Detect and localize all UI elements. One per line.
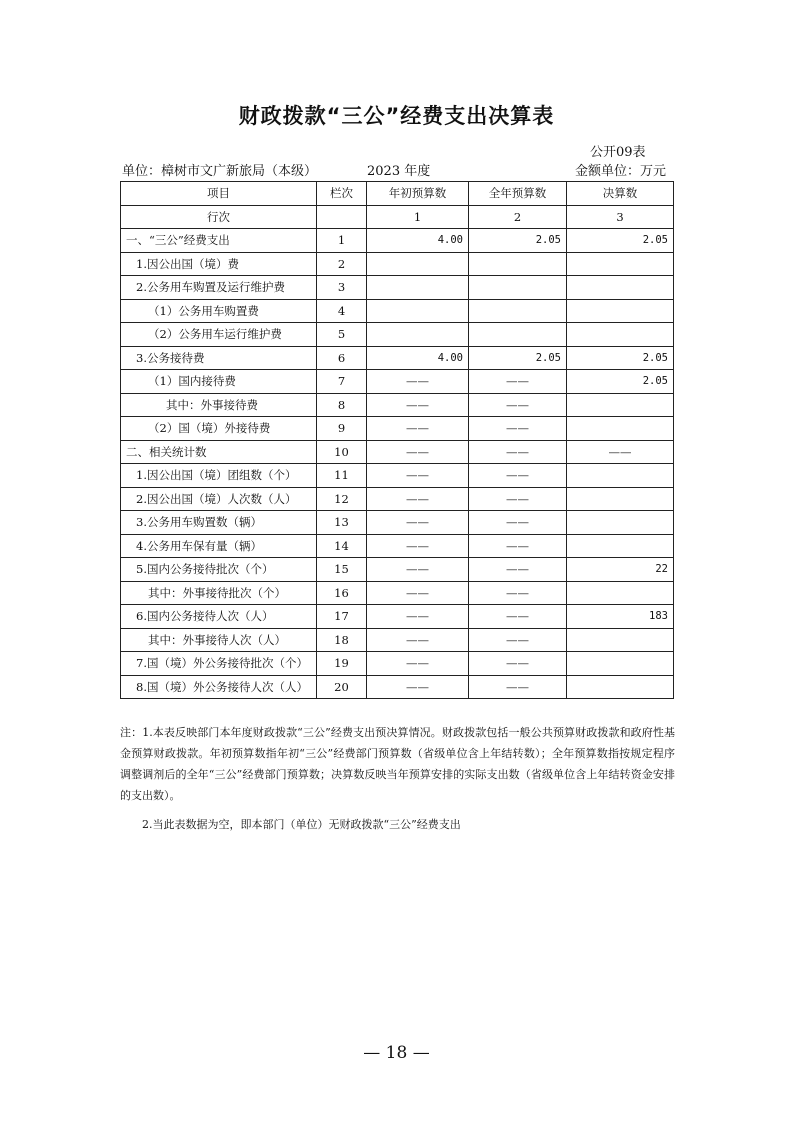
row-full-year-budget: —— xyxy=(469,534,567,558)
header-item: 项目 xyxy=(121,182,317,206)
row-final-account xyxy=(567,323,674,347)
table-row xyxy=(121,464,674,488)
row-full-year-budget: —— xyxy=(469,440,567,464)
table-index-row xyxy=(121,205,674,229)
three-public-expenses-table xyxy=(120,181,674,699)
row-final-account: 183 xyxy=(567,605,674,629)
table-row xyxy=(121,534,674,558)
row-initial-budget xyxy=(367,299,469,323)
header-full-year-budget: 全年预算数 xyxy=(469,182,567,206)
row-line-number: 15 xyxy=(317,558,367,582)
row-initial-budget xyxy=(367,252,469,276)
row-final-account xyxy=(567,534,674,558)
row-full-year-budget xyxy=(469,276,567,300)
row-initial-budget: —— xyxy=(367,605,469,629)
row-initial-budget: —— xyxy=(367,417,469,441)
row-final-account xyxy=(567,581,674,605)
row-initial-budget: —— xyxy=(367,440,469,464)
row-full-year-budget: —— xyxy=(469,628,567,652)
row-full-year-budget: —— xyxy=(469,511,567,535)
row-full-year-budget: —— xyxy=(469,370,567,394)
row-full-year-budget: —— xyxy=(469,652,567,676)
row-initial-budget: —— xyxy=(367,464,469,488)
row-initial-budget: 4.00 xyxy=(367,346,469,370)
row-line-number: 16 xyxy=(317,581,367,605)
index-col-3: 3 xyxy=(567,205,674,229)
table-row xyxy=(121,346,674,370)
row-full-year-budget: —— xyxy=(469,558,567,582)
row-initial-budget: —— xyxy=(367,370,469,394)
row-initial-budget: —— xyxy=(367,652,469,676)
row-line-number: 12 xyxy=(317,487,367,511)
row-initial-budget: —— xyxy=(367,534,469,558)
row-line-number: 4 xyxy=(317,299,367,323)
row-full-year-budget: —— xyxy=(469,581,567,605)
row-line-number: 3 xyxy=(317,276,367,300)
row-item: 3.公务接待费 xyxy=(121,346,317,370)
row-full-year-budget xyxy=(469,323,567,347)
header-initial-budget: 年初预算数 xyxy=(367,182,469,206)
row-final-account xyxy=(567,487,674,511)
row-item: （2）国（境）外接待费 xyxy=(121,417,317,441)
report-title: 财政拨款“三公”经费支出决算表 xyxy=(238,104,555,128)
row-full-year-budget xyxy=(469,299,567,323)
table-row xyxy=(121,276,674,300)
row-line-number: 10 xyxy=(317,440,367,464)
row-final-account xyxy=(567,652,674,676)
row-item: 4.公务用车保有量（辆） xyxy=(121,534,317,558)
table-row xyxy=(121,511,674,535)
table-row xyxy=(121,252,674,276)
row-final-account xyxy=(567,628,674,652)
table-row xyxy=(121,393,674,417)
row-full-year-budget: —— xyxy=(469,487,567,511)
row-final-account xyxy=(567,299,674,323)
table-row xyxy=(121,299,674,323)
row-line-number: 17 xyxy=(317,605,367,629)
row-item: 二、相关统计数 xyxy=(121,440,317,464)
reporting-unit: 单位：樟树市文广新旅局（本级） xyxy=(122,164,318,179)
row-item: （1）公务用车购置费 xyxy=(121,299,317,323)
row-item: 其中：外事接待费 xyxy=(121,393,317,417)
table-row xyxy=(121,323,674,347)
row-line-number: 2 xyxy=(317,252,367,276)
row-initial-budget xyxy=(367,323,469,347)
row-line-number: 8 xyxy=(317,393,367,417)
row-full-year-budget: 2.05 xyxy=(469,229,567,253)
row-full-year-budget: —— xyxy=(469,675,567,699)
row-line-number: 11 xyxy=(317,464,367,488)
note-2: 2.当此表数据为空，即本部门（单位）无财政拨款“三公”经费支出 xyxy=(142,818,461,831)
table-row xyxy=(121,229,674,253)
row-final-account: —— xyxy=(567,440,674,464)
table-row xyxy=(121,605,674,629)
row-full-year-budget: —— xyxy=(469,393,567,417)
table-row xyxy=(121,652,674,676)
row-item: 一、“三公”经费支出 xyxy=(121,229,317,253)
row-item: 其中：外事接待批次（个） xyxy=(121,581,317,605)
row-initial-budget: 4.00 xyxy=(367,229,469,253)
row-initial-budget: —— xyxy=(367,581,469,605)
table-row xyxy=(121,417,674,441)
row-item: （2）公务用车运行维护费 xyxy=(121,323,317,347)
row-line-number: 9 xyxy=(317,417,367,441)
row-line-number: 13 xyxy=(317,511,367,535)
row-item: 5.国内公务接待批次（个） xyxy=(121,558,317,582)
row-line-number: 1 xyxy=(317,229,367,253)
row-item: 7.国（境）外公务接待批次（个） xyxy=(121,652,317,676)
row-final-account xyxy=(567,675,674,699)
row-line-number: 6 xyxy=(317,346,367,370)
row-item: 其中：外事接待人次（人） xyxy=(121,628,317,652)
row-line-number: 14 xyxy=(317,534,367,558)
index-label: 行次 xyxy=(121,205,317,229)
table-row xyxy=(121,487,674,511)
table-row xyxy=(121,628,674,652)
notes xyxy=(120,722,675,835)
row-final-account xyxy=(567,464,674,488)
row-final-account xyxy=(567,417,674,441)
row-item: （1）国内接待费 xyxy=(121,370,317,394)
row-item: 2.公务用车购置及运行维护费 xyxy=(121,276,317,300)
form-code: 公开09表 xyxy=(590,145,646,160)
row-full-year-budget: —— xyxy=(469,464,567,488)
row-initial-budget: —— xyxy=(367,511,469,535)
row-line-number: 5 xyxy=(317,323,367,347)
row-item: 3.公务用车购置数（辆） xyxy=(121,511,317,535)
row-final-account xyxy=(567,511,674,535)
row-line-number: 19 xyxy=(317,652,367,676)
row-full-year-budget xyxy=(469,252,567,276)
row-line-number: 18 xyxy=(317,628,367,652)
row-initial-budget: —— xyxy=(367,675,469,699)
index-col-2: 2 xyxy=(469,205,567,229)
row-final-account xyxy=(567,393,674,417)
row-full-year-budget: —— xyxy=(469,605,567,629)
amount-unit: 金额单位：万元 xyxy=(575,164,667,179)
index-col-1: 1 xyxy=(367,205,469,229)
row-item: 1.因公出国（境）团组数（个） xyxy=(121,464,317,488)
index-line xyxy=(317,205,367,229)
row-initial-budget: —— xyxy=(367,558,469,582)
row-final-account: 2.05 xyxy=(567,370,674,394)
row-initial-budget: —— xyxy=(367,628,469,652)
table-row xyxy=(121,675,674,699)
header-line: 栏次 xyxy=(317,182,367,206)
table-row xyxy=(121,581,674,605)
row-final-account xyxy=(567,252,674,276)
row-final-account: 22 xyxy=(567,558,674,582)
table-row xyxy=(121,370,674,394)
row-full-year-budget: 2.05 xyxy=(469,346,567,370)
row-initial-budget: —— xyxy=(367,393,469,417)
row-initial-budget: —— xyxy=(367,487,469,511)
row-final-account: 2.05 xyxy=(567,346,674,370)
row-item: 8.国（境）外公务接待人次（人） xyxy=(121,675,317,699)
table-row xyxy=(121,558,674,582)
note-1: 注：1.本表反映部门本年度财政拨款“三公”经费支出预决算情况。财政拨款包括一般公共预算财政拨款和政府性基金预算财政拨款。年初预算数指年初“三公”经费部门预算数（省级单位含上年结转数）；全年预算数指按规定程序调整调剂后的全年“三公”经费部门预算数；决算数反映当年预算安排的实际支出数（省级单位含上年结转资金安排的支出数）。 xyxy=(120,726,675,802)
table-row xyxy=(121,440,674,464)
report-year: 2023 年度 xyxy=(367,164,431,179)
table-header-row xyxy=(121,182,674,206)
row-full-year-budget: —— xyxy=(469,417,567,441)
row-line-number: 7 xyxy=(317,370,367,394)
page-number: — 18 — xyxy=(363,1043,430,1063)
row-initial-budget xyxy=(367,276,469,300)
row-final-account: 2.05 xyxy=(567,229,674,253)
row-line-number: 20 xyxy=(317,675,367,699)
row-item: 2.因公出国（境）人次数（人） xyxy=(121,487,317,511)
row-final-account xyxy=(567,276,674,300)
row-item: 1.因公出国（境）费 xyxy=(121,252,317,276)
row-item: 6.国内公务接待人次（人） xyxy=(121,605,317,629)
header-final-account: 决算数 xyxy=(567,182,674,206)
